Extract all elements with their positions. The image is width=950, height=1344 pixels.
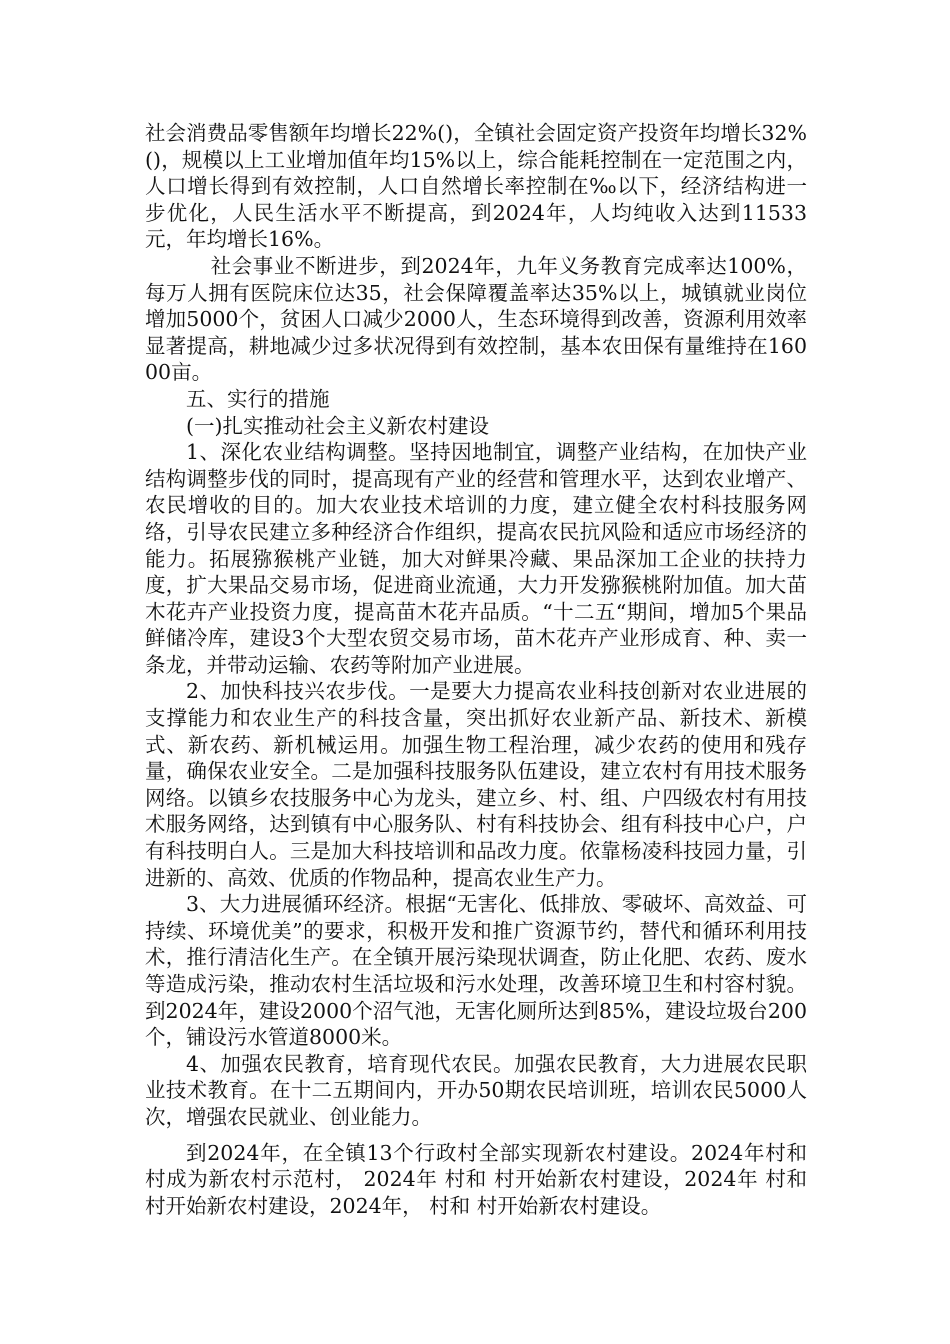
paragraph-agriculture-structure: 1、深化农业结构调整。坚持因地制宜，调整产业结构，在加快产业结构调整步伐的同时，提高现有产业的经营和管理水平，达到农业增产、农民增收的目的。加大农业技术培训的力度，建立健全农村科技服务网络，引导农民建立多种经济合作组织，提高农民抗风险和适应市场经济的能力。拓展猕猴桃产业链，加大对鲜果冷藏、果品深加工企业的扶持力度，扩大果品交易市场，促进商业流通，大力开发猕猴桃附加值。加大苗木花卉产业投资力度，提高苗木花卉品质。“十二五“期间，增加5个果品鲜储冷库，建设3个大型农贸交易市场，苗木花卉产业形成育、种、卖一条龙，并带动运输、农药等附加产业进展。 xyxy=(145,440,807,677)
paragraph-circular-economy: 3、大力进展循环经济。根据“无害化、低排放、零破坏、高效益、可持续、环境优美”的要求，积极开发和推广资源节约，替代和循环利用技术，推行清洁化生产。在全镇开展污染现状调查，防止化肥、农药、废水等造成污染，推动农村生活垃圾和污水处理，改善环境卫生和村容村貌。到2024年，建设2000个沼气池，无害化厕所达到85%，建设垃圾台200个，铺设污水管道8000米。 xyxy=(145,892,807,1050)
subsection-heading-new-countryside: (一)扎实推动社会主义新农村建设 xyxy=(186,413,489,438)
paragraph-economy-targets: 社会消费品零售额年均增长22%()，全镇社会固定资产投资年均增长32%()，规模以上工业增加值年均15%以上，综合能耗控制在一定范围之内，人口增长得到有效控制，人口自然增长率控制在‰以下，经济结构进一步优化，人民生活水平不断提高，到2024年，人均纯收入达到11533元，年均增长16%。 xyxy=(145,121,807,252)
paragraph-science-agriculture: 2、加快科技兴农步伐。一是要大力提高农业科技创新对农业进展的支撑能力和农业生产的科技含量，突出抓好农业新产品、新技术、新模式、新农药、新机械运用。加强生物工程治理，减少农药的使用和残存量，确保农业安全。二是加强科技服务队伍建设，建立农村有用技术服务网络。以镇乡农技服务中心为龙头，建立乡、村、组、户四级农村有用技术服务网络，达到镇有中心服务队、村有科技协会、组有科技中心户，户有科技明白人。三是加大科技培训和品改力度。依靠杨凌科技园力量，引进新的、高效、优质的作物品种，提高农业生产力。 xyxy=(145,679,807,890)
document-body xyxy=(145,120,807,1219)
section-heading-measures: 五、实行的措施 xyxy=(186,386,330,411)
paragraph-village-plan: 到2024年，在全镇13个行政村全部实现新农村建设。2024年村和村成为新农村示范村， 2024年 村和 村开始新农村建设，2024年 村和村开始新农村建设，2024年， 村和 村开始新农村建设。 xyxy=(145,1140,807,1218)
paragraph-social-progress: 社会事业不断进步，到2024年，九年义务教育完成率达100%，每万人拥有医院床位达35，社会保障覆盖率达35%以上，城镇就业岗位增加5000个，贫困人口减少2000人，生态环境得到改善，资源利用效率显著提高，耕地减少过多状况得到有效控制，基本农田保有量维持在16000亩。 xyxy=(145,253,807,385)
paragraph-farmer-education: 4、加强农民教育，培育现代农民。加强农民教育，大力进展农民职业技术教育。在十二五期间内，开办50期农民培训班，培训农民5000人次，增强农民就业、创业能力。 xyxy=(145,1051,807,1129)
